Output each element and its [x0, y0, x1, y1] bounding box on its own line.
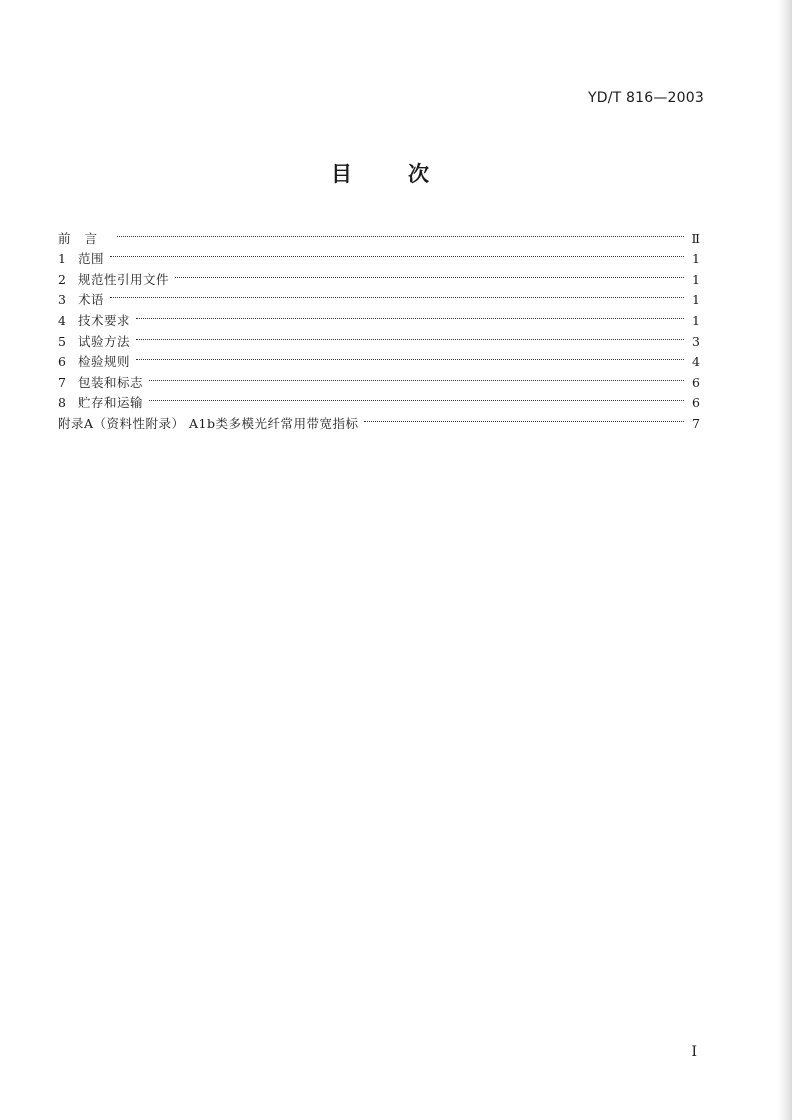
toc-dot-leader [136, 304, 684, 325]
toc-entry-page: 1 [692, 292, 700, 308]
toc-entry-page: 1 [692, 271, 700, 287]
toc-entry-page: 7 [692, 415, 700, 431]
toc-entry-number: 1 [58, 251, 66, 267]
toc-entry-text: 技术要求 [78, 312, 131, 328]
toc-entry-number: 5 [58, 333, 66, 349]
toc-entry-number: 2 [58, 271, 66, 287]
toc-dot-leader [110, 284, 684, 305]
toc-title: 目次 [331, 162, 485, 186]
toc-entry-normative-references[interactable] [58, 263, 700, 287]
toc-dot-leader [175, 263, 684, 284]
toc-entry-text: 术语 [78, 292, 105, 308]
toc-dot-leader [136, 325, 684, 346]
page-edge-shadow [778, 0, 792, 1120]
toc-entry-text: 附录A（资料性附录） A1b类多模光纤常用带宽指标 [58, 415, 359, 431]
toc-entry-page: 6 [692, 395, 700, 411]
toc-dot-leader [136, 346, 684, 367]
toc-entry-inspection-rules[interactable] [58, 346, 700, 370]
toc-entry-text: 贮存和运输 [78, 395, 144, 411]
toc-entry-number: 6 [58, 354, 66, 370]
toc-entry-text: 规范性引用文件 [78, 271, 170, 287]
toc-entry-text: 范围 [78, 251, 105, 267]
toc-entry-number: 4 [58, 312, 66, 328]
toc-entry-terms[interactable] [58, 284, 700, 308]
toc-entry-technical-requirements[interactable] [58, 304, 700, 328]
toc-dot-leader [364, 407, 684, 428]
toc-dot-leader [149, 387, 684, 408]
toc-entry-text: 试验方法 [78, 333, 131, 349]
toc-entry-text: 检验规则 [78, 354, 131, 370]
toc-entry-text: 前言 [58, 230, 112, 246]
standard-code: YD/T 816—2003 [587, 90, 704, 106]
toc-entry-test-methods[interactable] [58, 325, 700, 349]
toc-entry-foreword[interactable] [58, 222, 700, 246]
page-number: I [691, 1044, 697, 1060]
toc-entry-page: 1 [692, 251, 700, 267]
toc-entry-page: 4 [692, 354, 700, 370]
toc-entry-scope[interactable] [58, 243, 700, 267]
toc-entry-annex-a[interactable] [58, 407, 700, 431]
toc-entry-page: 1 [692, 312, 700, 328]
toc-entry-number: 7 [58, 374, 66, 390]
toc-entry-storage-transport[interactable] [58, 387, 700, 411]
toc-entry-packaging-marking[interactable] [58, 366, 700, 390]
toc-entry-number: 8 [58, 395, 66, 411]
toc-entry-text: 包装和标志 [78, 374, 144, 390]
toc-dot-leader [117, 222, 684, 243]
toc-entry-page: Ⅱ [691, 230, 700, 246]
toc-dot-leader [149, 366, 684, 387]
toc-entry-page: 3 [692, 333, 700, 349]
toc-list [58, 222, 700, 431]
toc-entry-number: 3 [58, 292, 66, 308]
toc-entry-page: 6 [692, 374, 700, 390]
toc-dot-leader [110, 243, 684, 264]
